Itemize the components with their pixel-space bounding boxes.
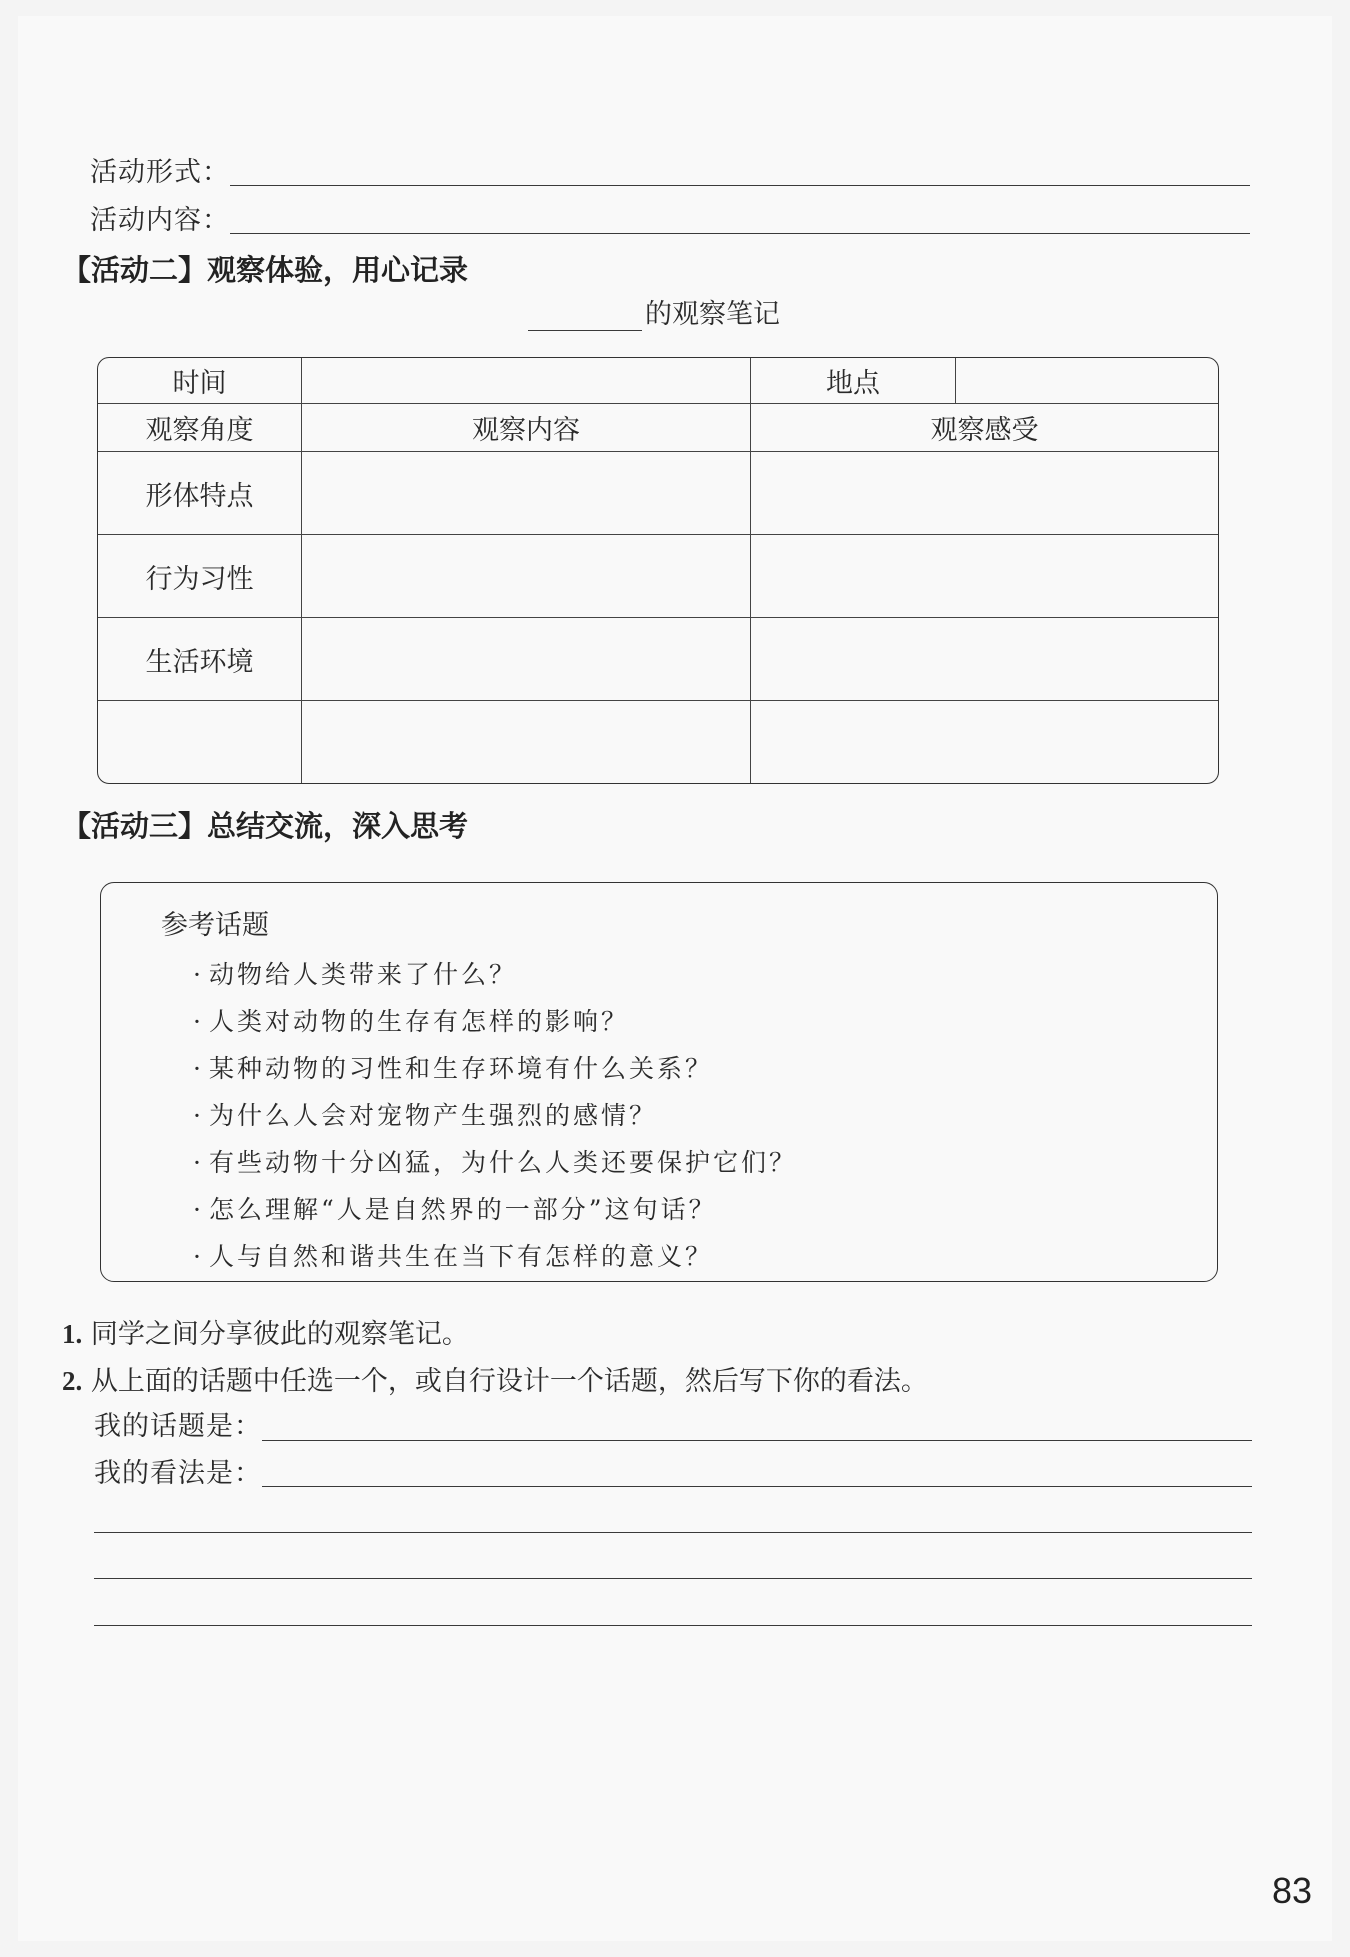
col-header-content: 观察内容 bbox=[302, 404, 751, 452]
answer-line[interactable] bbox=[94, 1532, 1252, 1533]
activity-form-line[interactable] bbox=[230, 185, 1250, 186]
place-cell[interactable] bbox=[956, 358, 1218, 404]
table-row bbox=[98, 618, 1218, 701]
col-header-feeling: 观察感受 bbox=[751, 404, 1218, 452]
my-opinion-line[interactable] bbox=[262, 1486, 1252, 1487]
activity3-heading: 【活动三】总结交流，深入思考 bbox=[62, 809, 469, 843]
bullet-icon: · bbox=[193, 1242, 204, 1271]
note-subject-blank[interactable] bbox=[528, 330, 642, 331]
table-row bbox=[98, 358, 1218, 404]
feeling-cell[interactable] bbox=[751, 618, 1218, 701]
bullet-icon: · bbox=[193, 1054, 204, 1083]
table-row bbox=[98, 404, 1218, 452]
row-label: 生活环境 bbox=[98, 618, 302, 701]
row-label[interactable] bbox=[98, 701, 302, 783]
bullet-icon: · bbox=[193, 1195, 204, 1224]
feeling-cell[interactable] bbox=[751, 452, 1218, 535]
activity-content-label: 活动内容： bbox=[90, 205, 230, 236]
question-2-text: 从上面的话题中任选一个，或自行设计一个话题，然后写下你的看法。 bbox=[90, 1366, 928, 1397]
content-cell[interactable] bbox=[302, 452, 751, 535]
activity-form-label: 活动形式： bbox=[90, 157, 230, 188]
row-label: 形体特点 bbox=[98, 452, 302, 535]
topic-list bbox=[193, 951, 797, 1280]
content-cell[interactable] bbox=[302, 701, 751, 783]
list-item: · 为什么人会对宠物产生强烈的感情？ bbox=[193, 1092, 797, 1139]
observation-table bbox=[97, 357, 1219, 784]
my-topic-label: 我的话题是： bbox=[94, 1411, 262, 1442]
my-opinion-label: 我的看法是： bbox=[94, 1458, 262, 1489]
question-2 bbox=[62, 1364, 928, 1399]
content-cell[interactable] bbox=[302, 618, 751, 701]
bullet-icon: · bbox=[193, 1007, 204, 1036]
activity2-heading: 【活动二】观察体验，用心记录 bbox=[62, 253, 469, 287]
list-item: · 某种动物的习性和生存环境有什么关系？ bbox=[193, 1045, 797, 1092]
list-item: · 人与自然和谐共生在当下有怎样的意义？ bbox=[193, 1233, 797, 1280]
table-row bbox=[98, 535, 1218, 618]
page-number: 83 bbox=[1271, 1870, 1312, 1911]
content-cell[interactable] bbox=[302, 535, 751, 618]
feeling-cell[interactable] bbox=[751, 701, 1218, 783]
bullet-icon: · bbox=[193, 1148, 204, 1177]
time-cell[interactable] bbox=[302, 358, 751, 404]
place-label: 地点 bbox=[751, 358, 956, 404]
reference-topics-title: 参考话题 bbox=[161, 910, 269, 941]
table-row bbox=[98, 701, 1218, 783]
list-item: · 动物给人类带来了什么？ bbox=[193, 951, 797, 998]
my-topic-line[interactable] bbox=[262, 1440, 1252, 1441]
bullet-icon: · bbox=[193, 1101, 204, 1130]
feeling-cell[interactable] bbox=[751, 535, 1218, 618]
bullet-icon: · bbox=[193, 960, 204, 989]
note-title: 的观察笔记 bbox=[645, 299, 780, 330]
question-1-text: 同学之间分享彼此的观察笔记。 bbox=[90, 1319, 469, 1350]
answer-line[interactable] bbox=[94, 1625, 1252, 1626]
list-item: · 怎么理解“人是自然界的一部分”这句话？ bbox=[193, 1186, 797, 1233]
list-item: · 有些动物十分凶猛，为什么人类还要保护它们？ bbox=[193, 1139, 797, 1186]
reference-topics-box bbox=[100, 882, 1218, 1282]
answer-line[interactable] bbox=[94, 1578, 1252, 1579]
question-2-number: 2. bbox=[62, 1366, 83, 1396]
col-header-angle: 观察角度 bbox=[98, 404, 302, 452]
question-1-number: 1. bbox=[62, 1319, 83, 1349]
table-row bbox=[98, 452, 1218, 535]
time-label: 时间 bbox=[98, 358, 302, 404]
row-label: 行为习性 bbox=[98, 535, 302, 618]
activity-content-line[interactable] bbox=[230, 233, 1250, 234]
question-1 bbox=[62, 1317, 469, 1352]
list-item: · 人类对动物的生存有怎样的影响？ bbox=[193, 998, 797, 1045]
